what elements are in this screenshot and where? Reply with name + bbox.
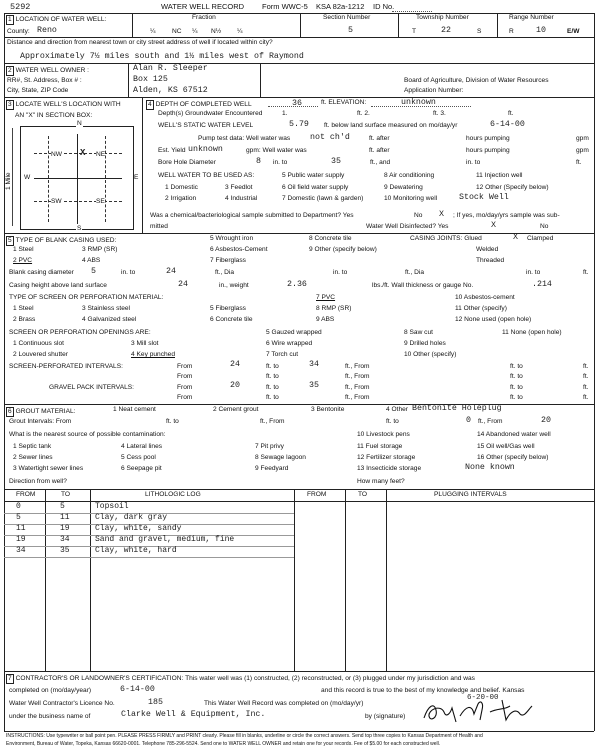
wall-thickness-label: lbs./ft. Wall thickness or gauge No. [372,282,474,289]
contam-12: 12 Fertilizer storage [357,454,416,461]
gw-ft: ft. [508,110,514,117]
use-10: 10 Monitoring well [384,195,438,202]
county-value: Reno [37,26,57,35]
location-x-mark: X [80,148,86,158]
use-4: 4 Industrial [225,195,258,202]
contam-7: 7 Pit privy [255,443,284,450]
yield-gpm: gpm: Well water was [246,147,307,154]
casing-8: 8 Concrete tile [309,235,352,242]
use-12: 12 Other (Specify below) [476,184,549,191]
chem-tail: ; If yes, mo/day/yrs sample was sub- [453,212,560,219]
gi-ft-to: ft. to [166,418,179,425]
statute: KSA 82a-1212 [316,2,365,11]
log-row-desc: Clay, dark gray [95,513,168,522]
log-row-from: 34 [16,546,26,555]
gw-3: ft. 3. [433,110,446,117]
contam-value: None known [465,463,515,472]
pump-test-value: not ch'd [310,133,350,142]
gpi-to-value: 35 [309,381,319,390]
fraction-label: Fraction [192,14,216,21]
gi-ft-to-2: ft. to [386,418,399,425]
section-1-label: 1 LOCATION OF WATER WELL: [8,16,107,23]
log-row-divider [4,557,294,558]
use-5: 5 Public water supply [282,172,345,179]
gw-2: ft. 2. [357,110,370,117]
spi-from-value: 24 [230,360,240,369]
board-label: Board of Agriculture, Division of Water Resources [404,77,549,84]
compass-w: W [24,174,31,181]
casing-height-value: 24 [178,280,188,289]
gw-1: 1. [282,110,288,117]
elevation-value: unknown [401,98,436,107]
application-number-label: Application Number: [404,87,464,94]
spi-to-value: 34 [309,360,319,369]
opening-4-selected: 4 Key punched [131,351,175,358]
dia-in-to-3: in. to [526,269,541,276]
opening-10: 10 Other (specify) [404,351,457,358]
contam-8: 8 Sewage lagoon [255,454,306,461]
record-completed-date: 6-20-00 [467,694,499,702]
static-level-date: 6-14-00 [490,120,525,129]
quadrant-nw: NW [51,151,62,158]
bore-label: Bore Hole Diameter [158,159,216,166]
openings-label: SCREEN OR PERFORATION OPENINGS ARE: [9,329,151,336]
gpi2-ft-to: ft. to [266,394,279,401]
contamination-label: What is the nearest source of possible contamination: [9,431,166,438]
casing-diameter-label: Blank casing diameter [9,269,74,276]
compass-s: S [77,225,82,232]
quadrant-sw: SW [51,198,62,205]
contam-11: 11 Fuel storage [357,443,403,450]
township-s: S [477,28,482,35]
range-value: 10 [536,26,546,35]
record-completed-label: This Water Well Record was completed on (mo/day/yr) [204,700,364,707]
plugging-header: PLUGGING INTERVALS [434,491,507,498]
screen-5: 5 Fiberglass [210,305,246,312]
contam-1: 1 Septic tank [13,443,52,450]
use-6: 6 Oil field water supply [282,184,349,191]
dia-ft-dia: ft., Dia [215,269,235,276]
gpi2-ft-from: ft., From [345,394,370,401]
pump-gpm: gpm [576,135,589,142]
log-row-to: 35 [60,546,70,555]
use-3: 3 Feedlot [225,184,253,191]
dia-in-to-2: in. to [333,269,348,276]
quadrant-se: SE [96,198,105,205]
yield-after: ft. after [369,147,390,154]
gpi-ft: ft. [583,384,589,391]
casing-diameter-to: 24 [166,267,176,276]
screen-7-selected: 7 PVC [316,294,336,301]
use-2: 2 Irrigation [165,195,197,202]
yield-value: unknown [188,145,223,154]
casing-4: 4 ABS [82,257,101,264]
quarter-5: ¼ [237,28,243,35]
opening-7: 7 Torch cut [266,351,299,358]
gpi2-ft: ft. [583,394,589,401]
yield-hours: hours pumping [466,147,510,154]
completed-label: completed on (mo/day/year) [9,687,92,694]
dia-ft-end: ft. [583,269,589,276]
bore-ft: ft. [576,159,582,166]
use-11: 11 Injection well [476,172,523,179]
log-litho-header: LITHOLOGIC LOG [145,491,201,498]
gi-to-2-value: 20 [541,416,551,425]
township-value: 22 [441,26,451,35]
spi-from: From [177,363,193,370]
log-to-header: TO [61,491,71,498]
contam-15: 15 Oil well/Gas well [477,443,535,450]
distance-label: Distance and direction from nearest town or city street address of well if located within city? [7,39,273,46]
owner-value: Alan R. Sleeper [133,64,208,73]
log-row-to: 5 [60,502,65,511]
quarter-2-value: NC [172,28,182,35]
weight-label: in., weight [219,282,249,289]
screen-4: 4 Galvanized steel [82,316,137,323]
screen-1: 1 Steel [13,305,34,312]
casing-6: 6 Asbestos-Cement [210,246,268,253]
spi2-ft: ft. [583,373,589,380]
screen-2: 2 Brass [13,316,36,323]
address-label: RR#, St. Address, Box # : [7,77,82,84]
section-number-value: 5 [348,26,353,35]
use-1: 1 Domestic [165,184,198,191]
dia-ft-dia-2: ft., Dia [405,269,425,276]
grout-2: 2 Cement grout [213,406,259,413]
range-r: R [509,28,514,35]
threaded: Threaded [476,257,505,264]
quarter-3: ¼ [192,28,198,35]
screen-3: 3 Stainless steel [82,305,131,312]
form-title: WATER WELL RECORD [161,2,245,11]
contam-6: 6 Seepage pit [121,465,162,472]
casing-7: 7 Fiberglass [210,257,246,264]
contam-16: 16 Other (specify below) [477,454,549,461]
pump-hours: hours pumping [466,135,510,142]
grout-intervals-label: Grout Intervals: From [9,418,72,425]
distance-value: Approximately 7½ miles south and 1½ miles west of Raymond [20,52,304,61]
use-7: 7 Domestic (lawn & garden) [282,195,364,202]
contam-9: 9 Feedyard [255,465,289,472]
dia-in-to: in. to [121,269,136,276]
gpi-ft-from: ft., From [345,384,370,391]
completed-date: 6-14-00 [120,685,155,694]
contam-2: 2 Sewer lines [13,454,53,461]
bore-to-value: 35 [331,157,341,166]
opening-6: 6 Wire wrapped [266,340,313,347]
log-from-header: FROM [16,491,36,498]
log-row-desc: Clay, white, sandy [95,524,182,533]
pump-after: ft. after [369,135,390,142]
spi2-ft-to-2: ft. to [510,373,523,380]
licence-label: Water Well Contractor's Licence No. [9,700,115,707]
quarter-4-value: N½ [211,28,222,35]
casing-1: 1 Steel [13,246,34,253]
chem-mitted: mitted [150,223,168,230]
log-row-desc: Sand and gravel, medium, fine [95,535,235,544]
form-top-number: 5292 [10,2,31,12]
casing-joints-label: CASING JOINTS: Glued [410,235,482,242]
grout-4: 4 Other [386,406,408,413]
township-t: T [412,28,417,35]
static-level-tail: ft. below land surface measured on mo/day/yr [324,122,458,129]
id-no-label: ID No. [373,2,395,11]
instructions-line-1: INSTRUCTIONS: Use typewriter or ball point pen. PLEASE PRESS FIRMLY and PRINT clearly. Please fill in blanks, underline or circle the correct answers. Send top three copies to Kansas Department of Health and [6,733,483,739]
business-name: Clarke Well & Equipment, Inc. [121,710,266,719]
welded: Welded [476,246,499,253]
contam-3: 3 Watertight sewer lines [13,465,84,472]
yield-gpm-end: gpm [576,147,589,154]
gi-ft-from-2: ft., From [478,418,503,425]
depth-value: 36 [292,99,302,108]
direction-label: Direction from well? [9,478,67,485]
log-row-from: 19 [16,535,26,544]
opening-3: 3 Mill slot [131,340,159,347]
opening-2: 2 Louvered shutter [13,351,68,358]
form-id: Form WWC-5 [262,2,308,11]
screen-8: 8 RMP (SR) [316,305,352,312]
signature-label: by (signature) [365,713,406,720]
mile-label: 1 Mile [5,172,12,190]
contam-10: 10 Livestock pens [357,431,410,438]
glued-x: X [513,233,518,242]
city-label: City, State, ZIP Code [7,87,69,94]
spi2-ft-from: ft., From [345,373,370,380]
pump-test-label: Pump test data: Well water was [198,135,291,142]
chem-no: No [414,212,423,219]
screen-material-label: TYPE OF SCREEN OR PERFORATION MATERIAL: [9,294,164,301]
elevation-label: ft. ELEVATION: [321,99,367,106]
contam-5: 5 Cess pool [121,454,156,461]
casing-9: 9 Other (specify below) [309,246,377,253]
static-level-value: 5.79 [289,120,309,129]
wall-thickness-value: .214 [532,280,552,289]
log-row-from: 5 [16,513,21,522]
chem-question: Was a chemical/bacteriological sample submitted to Department? Yes [150,212,354,219]
gpi-from: From [177,384,193,391]
disinfected-no: No [540,223,549,230]
log-row-desc: Clay, white, hard [95,546,177,555]
certification-line-2: and this record is true to the best of my knowledge and belief. Kansas [321,687,525,694]
casing-3: 3 RMP (SR) [82,246,118,253]
locate-label-2: AN "X" IN SECTION BOX: [15,112,93,119]
instructions-line-2: Environment, Bureau of Water, Topeka, Kansas 66620-0001. Telephone 785-296-5524. Send one to WATER WELL OWNER and retain one for your records. Fee of $5.00 for each constructed well. [6,741,441,747]
disinfected-label: Water Well Disinfected? Yes [366,223,449,230]
business-name-label: under the business name of [9,713,91,720]
gpi2-ft-to-2: ft. to [510,394,523,401]
spi-ft-from: ft., From [345,363,370,370]
disinfected-x: X [491,221,496,230]
log-row-to: 34 [60,535,70,544]
gi-from-2-value: 0 [466,416,471,425]
gpi2-from: From [177,394,193,401]
casing-2-selected: 2 PVC [13,257,33,264]
contam-4: 4 Lateral lines [121,443,163,450]
grout-3: 3 Bentonite [311,406,345,413]
opening-11: 11 None (open hole) [502,329,562,336]
casing-diameter-value: 5 [91,267,96,276]
gravel-pack-label: GRAVEL PACK INTERVALS: [49,384,135,391]
log-row-from: 11 [16,524,26,533]
yield-label: Est. Yield [158,147,186,154]
spi2-ft-to: ft. to [266,373,279,380]
groundwater-label: Depth(s) Groundwater Encountered [158,110,263,117]
quadrant-ne: NE [96,151,106,158]
compass-n: N [77,120,82,127]
opening-1: 1 Continuous slot [13,340,64,347]
gpi-from-value: 20 [230,381,240,390]
owner-label: 2 WATER WELL OWNER : [8,67,90,74]
static-level-label: WELL'S STATIC WATER LEVEL [158,122,254,129]
township-label: Township Number [416,14,469,21]
licence-number: 185 [148,698,163,707]
log-row-to: 19 [60,524,70,533]
locate-label: 3 LOCATE WELL'S LOCATION WITH [8,101,121,108]
spi-ft-to-2: ft. to [510,363,523,370]
casing-label: 5 TYPE OF BLANK CASING USED: [8,237,117,244]
depth-label: 4 DEPTH OF COMPLETED WELL [148,101,252,108]
bore-in-to: in. to [273,159,288,166]
spi-ft-to: ft. to [266,363,279,370]
contam-13: 13 Insecticide storage [357,465,422,472]
use-8: 8 Air conditioning [384,172,435,179]
bore-ft-and: ft., and [370,159,391,166]
opening-5: 5 Gauzed wrapped [266,329,322,336]
range-ew: E/W [567,28,580,35]
log-row-to: 11 [60,513,70,522]
screen-9: 9 ABS [316,316,335,323]
screen-6: 6 Concrete tile [210,316,253,323]
clamped: Clamped [527,235,554,242]
signature [420,696,550,726]
quarter-1: ¼ [150,28,156,35]
screen-11: 11 Other (specify) [455,305,507,312]
plug-to-header: TO [358,491,368,498]
gpi-ft-to: ft. to [266,384,279,391]
city-value: Alden, KS 67512 [133,86,208,95]
range-label: Range Number [509,14,554,21]
gpi-ft-to-2: ft. to [510,384,523,391]
grout-1: 1 Neat cement [113,406,156,413]
grout-label: 6 GROUT MATERIAL: [8,408,76,415]
bore-value: 8 [256,157,261,166]
use-value: Stock Well [459,193,509,202]
contam-14: 14 Abandoned water well [477,431,551,438]
compass-e: E [134,174,139,181]
screen-intervals-label: SCREEN-PERFORATED INTERVALS: [9,363,123,370]
use-label: WELL WATER TO BE USED AS: [158,172,255,179]
log-row-from: 0 [16,502,21,511]
grout-other-value: Bentonite Holeplug [412,404,502,413]
casing-5: 5 Wrought iron [210,235,254,242]
opening-9: 9 Drilled holes [404,340,446,347]
county-label: County: [7,28,30,35]
screen-12: 12 None used (open hole) [455,316,532,323]
bore-inch-to: in. to [466,159,481,166]
address-value: Box 125 [133,75,168,84]
weight-value: 2.36 [287,280,307,289]
certification-line-1: 7 CONTRACTOR'S OR LANDOWNER'S CERTIFICATION: This water well was (1) constructed, (2) reconstructed, or (3) plugged under my jurisdiction and was [8,675,475,682]
plug-from-header: FROM [307,491,327,498]
use-9: 9 Dewatering [384,184,423,191]
casing-height-label: Casing height above land surface [9,282,107,289]
spi-ft: ft. [583,363,589,370]
feet-label: How many feet? [357,478,405,485]
gi-ft-from: ft., From [260,418,285,425]
opening-8: 8 Saw cut [404,329,433,336]
spi2-from: From [177,373,193,380]
chem-no-x: X [439,210,444,219]
log-row-desc: Topsoil [95,502,129,511]
section-number-label: Section Number [323,14,371,21]
screen-10: 10 Asbestos-cement [455,294,515,301]
